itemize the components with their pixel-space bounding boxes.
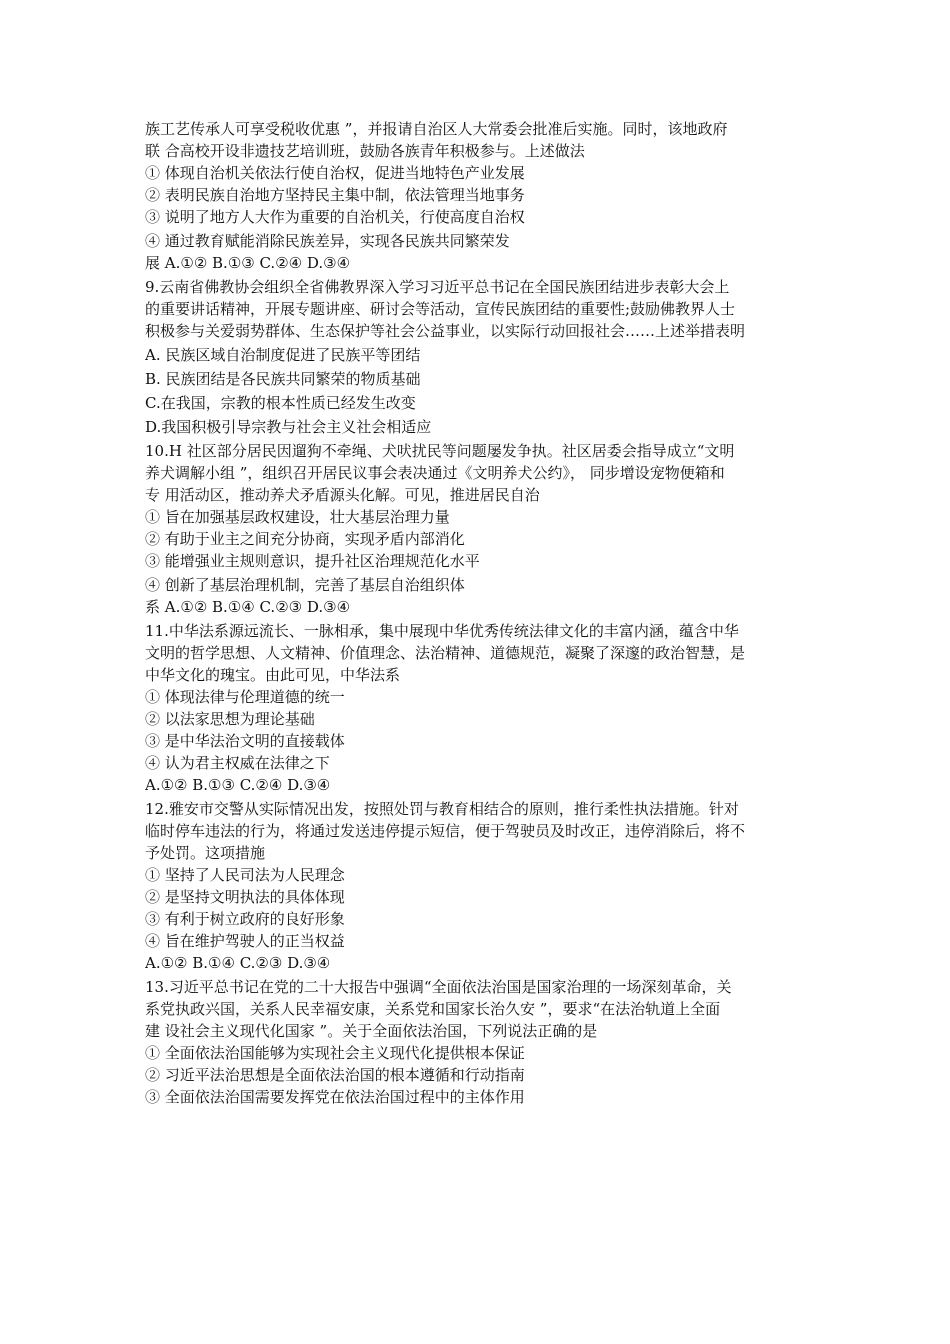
question-9 [145, 276, 810, 438]
question-stem-line: 中华文化的瑰宝。由此可见，中华法系 [145, 666, 401, 684]
statement-item: ② 以法家思想为理论基础 [145, 710, 315, 728]
question-stem-line: 专 用活动区，推动养犬矛盾源头化解。可见，推进居民自治 [145, 486, 540, 504]
answer-option: C.在我国，宗教的根本性质已经发生改变 [145, 394, 416, 412]
answer-option: A. 民族区域自治制度促进了民族平等团结 [145, 346, 421, 364]
statement-item: ③ 说明了地方人大作为重要的自治机关，行使高度自治权 [145, 208, 525, 226]
statement-item: ① 体现自治机关依法行使自治权，促进当地特色产业发展 [145, 164, 525, 182]
statement-item: ① 全面依法治国能够为实现社会主义现代化提供根本保证 [145, 1044, 525, 1062]
answer-options: 展 A.①② B.①③ C.②④ D.③④ [145, 254, 351, 272]
question-10 [145, 440, 810, 618]
statement-item: ④ 旨在维护驾驶人的正当权益 [145, 932, 345, 950]
statement-item: ③ 能增强业主规则意识，提升社区治理规范化水平 [145, 552, 480, 570]
question-stem-line: 族工艺传承人可享受税收优惠 ”，并报请自治区人大常委会批准后实施。同时，该地政府 [145, 120, 728, 138]
statement-item: ② 表明民族自治地方坚持民主集中制，依法管理当地事务 [145, 186, 525, 204]
statement-item: ③ 有利于树立政府的良好形象 [145, 910, 345, 928]
statement-item: ④ 认为君主权威在法律之下 [145, 754, 330, 772]
statement-item: ① 坚持了人民司法为人民理念 [145, 866, 345, 884]
question-stem-line: 9.云南省佛教协会组织全省佛教界深入学习习近平总书记在全国民族团结进步表彰大会上 [145, 278, 730, 296]
question-stem-line: 10.H 社区部分居民因遛狗不牵绳、犬吠扰民等问题屡发争执。社区居委会指导成立“文明 [145, 442, 735, 460]
statement-item: ② 习近平法治思想是全面依法治国的根本遵循和行动指南 [145, 1066, 525, 1084]
question-stem-line: 11.中华法系源远流长、一脉相承，集中展现中华优秀传统法律文化的丰富内涵，蕴含中华 [145, 622, 739, 640]
question-11 [145, 620, 810, 796]
statement-item: ③ 是中华法治文明的直接载体 [145, 732, 345, 750]
question-stem-line: 的重要讲话精神，开展专题讲座、研讨会等活动，宣传民族团结的重要性;鼓励佛教界人士 [145, 300, 736, 318]
answer-options: A.①② B.①④ C.②③ D.③④ [145, 954, 331, 972]
question-stem-line: 文明的哲学思想、人文精神、价值理念、法治精神、道德规范，凝聚了深邃的政治智慧，是 [145, 644, 746, 662]
answer-options: A.①② B.①③ C.②④ D.③④ [145, 776, 331, 794]
answer-options: 系 A.①② B.①④ C.②③ D.③④ [145, 598, 351, 616]
question-stem-line: 养犬调解小组 ”，组织召开居民议事会表决通过《文明养犬公约》， 同步增设宠物便箱和 [145, 464, 725, 482]
question-stem-line: 予处罚。这项措施 [145, 844, 266, 862]
statement-item: ② 是坚持文明执法的具体体现 [145, 888, 345, 906]
question-12 [145, 798, 810, 974]
statement-item: ② 有助于业主之间充分协商，实现矛盾内部消化 [145, 530, 465, 548]
statement-item: ① 旨在加强基层政权建设，壮大基层治理力量 [145, 508, 450, 526]
question-content [145, 118, 810, 1108]
question-stem-line: 积极参与关爱弱势群体、生态保护等社会公益事业，以实际行动回报社会……上述举措表明 [145, 322, 746, 340]
question-13 [145, 976, 810, 1108]
question-8 [145, 118, 810, 274]
answer-option: D.我国积极引导宗教与社会主义社会相适应 [145, 418, 432, 436]
answer-option: B. 民族团结是各民族共同繁荣的物质基础 [145, 370, 421, 388]
question-stem-line: 12.雅安市交警从实际情况出发，按照处罚与教育相结合的原则，推行柔性执法措施。针对 [145, 800, 739, 818]
question-stem-line: 13.习近平总书记在党的二十大报告中强调“全面依法治国是国家治理的一场深刻革命，关 [145, 978, 732, 996]
question-stem-line: 建 设社会主义现代化国家 ”。关于全面依法治国，下列说法正确的是 [145, 1022, 598, 1040]
statement-item: ④ 创新了基层治理机制，完善了基层自治组织体 [145, 576, 465, 594]
statement-item: ① 体现法律与伦理道德的统一 [145, 688, 345, 706]
statement-item: ③ 全面依法治国需要发挥党在依法治国过程中的主体作用 [145, 1088, 525, 1106]
question-stem-line: 联 合高校开设非遗技艺培训班，鼓励各族青年积极参与。上述做法 [145, 142, 585, 160]
question-stem-line: 临时停车违法的行为，将通过发送违停提示短信，便于驾驶员及时改正，违停消除后，将不 [145, 822, 746, 840]
statement-item: ④ 通过教育赋能消除民族差异，实现各民族共同繁荣发 [145, 232, 510, 250]
question-stem-line: 系党执政兴国，关系人民幸福安康，关系党和国家长治久安 ”，要求“在法治轨道上全面 [145, 1000, 721, 1018]
